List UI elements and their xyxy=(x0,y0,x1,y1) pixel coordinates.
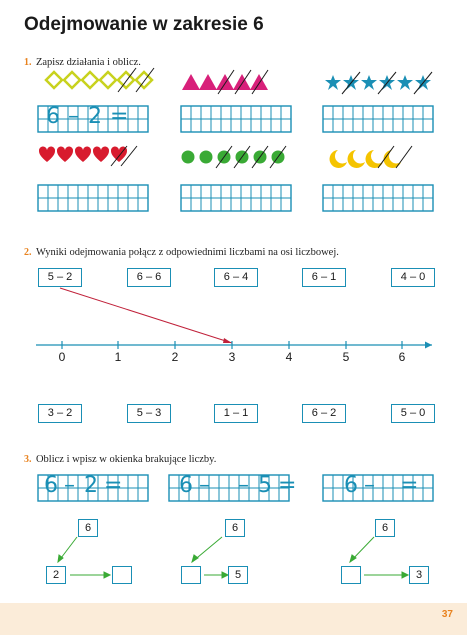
exercise-2-header xyxy=(24,242,339,260)
axis-label-3: 3 xyxy=(228,350,236,364)
axis-label-5: 5 xyxy=(342,350,350,364)
ex3-b-digit-6: 6 xyxy=(179,473,193,498)
exercise-3-header xyxy=(24,449,216,467)
diagram-3-left-box[interactable] xyxy=(341,566,361,584)
bottom-expression-box-4[interactable]: 6 – 2 xyxy=(302,404,346,423)
diagram-1-left-box: 2 xyxy=(46,566,66,584)
axis-label-0: 0 xyxy=(58,350,66,364)
bottom-expression-box-3[interactable]: 1 – 1 xyxy=(214,404,258,423)
heart-icons xyxy=(39,146,137,166)
ex3-a-minus: – xyxy=(64,473,75,498)
axis-label-4: 4 xyxy=(285,350,293,364)
ex3-c-equals: = xyxy=(400,473,419,498)
ex3-b-equals: = xyxy=(278,473,297,498)
top-expression-box-3[interactable]: 6 – 4 xyxy=(214,268,258,287)
diagram-1-right-box[interactable] xyxy=(112,566,132,584)
exercise-1-instruction: Zapisz działania i oblicz. xyxy=(35,57,141,68)
axis-arrow-icon xyxy=(425,342,432,349)
arrow-head-icon xyxy=(223,338,232,343)
answer-grid-hearts[interactable] xyxy=(37,184,149,212)
axis-label-6: 6 xyxy=(398,350,406,364)
top-expression-box-2[interactable]: 6 – 6 xyxy=(127,268,171,287)
ex3-b-minus-2: – xyxy=(238,473,249,498)
ex3-a-digit-6: 6 xyxy=(44,473,58,498)
bottom-expression-box-1[interactable]: 3 – 2 xyxy=(38,404,82,423)
example-minus: – xyxy=(68,104,79,129)
exercise-3-number: 3. xyxy=(24,454,32,465)
diagram-2-top-box: 6 xyxy=(225,519,245,537)
answer-grid-dots[interactable] xyxy=(180,184,292,212)
example-digit-2: 2 xyxy=(88,104,102,129)
diagram-2-right-box: 5 xyxy=(228,566,248,584)
ex3-a-digit-2: 2 xyxy=(84,473,98,498)
ex3-a-equals: = xyxy=(104,473,123,498)
answer-grid-moons[interactable] xyxy=(322,184,434,212)
ex3-c-minus: – xyxy=(364,473,375,498)
exercise-2-number: 2. xyxy=(24,247,32,258)
diagram-3-top-box: 6 xyxy=(375,519,395,537)
bottom-expression-box-5[interactable]: 5 – 0 xyxy=(391,404,435,423)
exercise-3-instruction: Oblicz i wpisz w okienka brakujące liczby. xyxy=(35,454,217,465)
page-number: 37 xyxy=(441,609,453,620)
page-footer xyxy=(0,603,467,635)
connection-arrow xyxy=(60,288,232,343)
exercise-1-number: 1. xyxy=(24,57,32,68)
ex3-b-minus-1: – xyxy=(199,473,210,498)
star-icons xyxy=(325,72,432,94)
exercise-1-example xyxy=(44,103,154,133)
axis-label-1: 1 xyxy=(114,350,122,364)
ex3-b-digit-5: 5 xyxy=(258,473,272,498)
answer-grid-triangles[interactable] xyxy=(180,105,292,133)
diagram-1-top-box: 6 xyxy=(78,519,98,537)
number-line xyxy=(0,280,467,360)
diamond-icons xyxy=(46,68,154,92)
exercise-2-instruction: Wyniki odejmowania połącz z odpowiednimi liczbami na osi liczbowej. xyxy=(35,247,339,258)
ex3-c-digit-6: 6 xyxy=(344,473,358,498)
page-title: Odejmowanie w zakresie 6 xyxy=(24,14,264,35)
diagram-2-left-box[interactable] xyxy=(181,566,201,584)
top-expression-box-5[interactable]: 4 – 0 xyxy=(391,268,435,287)
axis-label-2: 2 xyxy=(171,350,179,364)
example-digit-6: 6 xyxy=(46,104,60,129)
dot-icons xyxy=(182,146,287,168)
top-expression-box-4[interactable]: 6 – 1 xyxy=(302,268,346,287)
example-equals: = xyxy=(110,104,129,129)
answer-grid-stars[interactable] xyxy=(322,105,434,133)
triangle-icons xyxy=(182,70,268,94)
moon-icons xyxy=(330,146,412,168)
top-expression-box-1[interactable]: 5 – 2 xyxy=(38,268,82,287)
bottom-expression-box-2[interactable]: 5 – 3 xyxy=(127,404,171,423)
diagram-3-right-box: 3 xyxy=(409,566,429,584)
